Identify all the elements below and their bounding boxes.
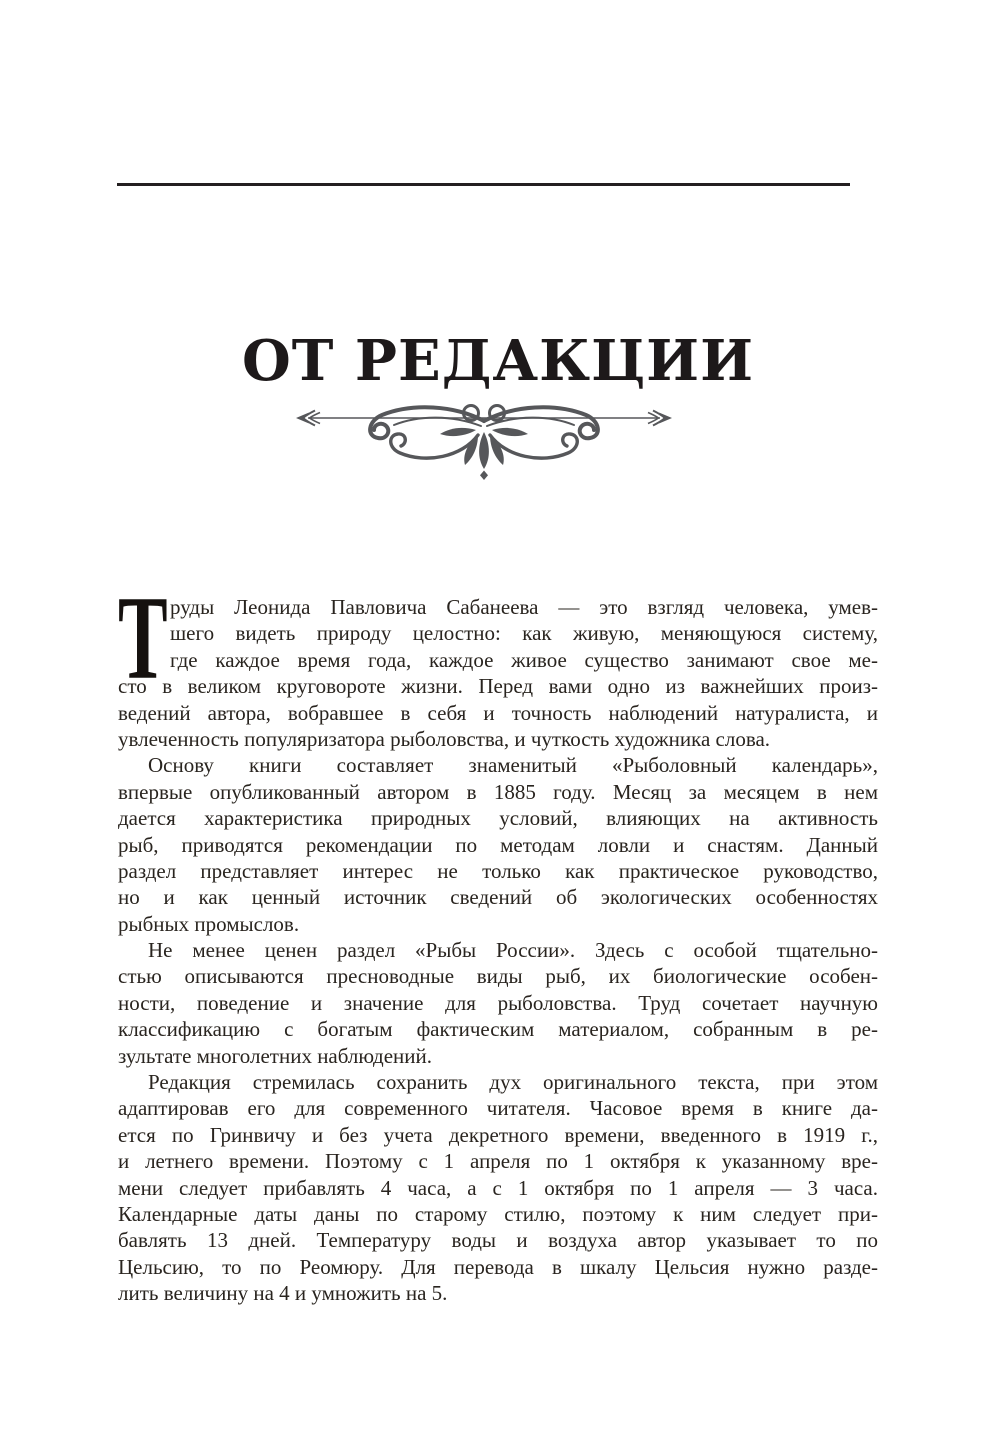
text-line: Основу книги составляет знаменитый «Рыболовный календарь», (148, 753, 878, 778)
text-line: ется по Гринвичу и без учета декретного времени, введенного в 1919 г., (118, 1122, 878, 1147)
text-line: лить величину на 4 и умножить на 5. (118, 1281, 448, 1306)
text-line: стью описываются пресноводные виды рыб, их биологические особен- (118, 964, 878, 989)
text-line: дается характеристика природных условий, влияющих на активность (118, 806, 878, 831)
text-line: зультате многолетних наблюдений. (118, 1043, 432, 1068)
drop-cap-letter: Т (118, 571, 168, 704)
text-line: мени следует прибавлять 4 часа, а с 1 октября по 1 апреля — 3 часа. (118, 1175, 878, 1200)
text-line: классификацию с богатым фактическим материалом, собранным в ре- (118, 1017, 878, 1042)
text-line: раздел представляет интерес не только как практическое руководство, (118, 858, 878, 883)
text-line: сто в великом круговороте жизни. Перед вами одно из важнейших произ- (118, 674, 878, 699)
text-line: Календарные даты даны по старому стилю, поэтому к ним следует при- (118, 1201, 878, 1226)
text-line: Не менее ценен раздел «Рыбы России». Здесь с особой тщательно- (148, 938, 878, 963)
drop-cap (118, 571, 168, 704)
text-line: руды Леонида Павловича Сабанеева — это взгляд человека, умев- (170, 595, 878, 619)
text-line: и летнего времени. Поэтому с 1 апреля по 1 октября к указанному вре- (118, 1149, 878, 1174)
text-line: адаптировав его для современного читателя. Часовое время в книге да- (118, 1096, 878, 1121)
text-line: бавлять 13 дней. Температуру воды и воздуха автор указывает то по (118, 1228, 878, 1253)
text-line: но и как ценный источник сведений об экологических особенностях (118, 885, 878, 910)
text-line: Редакция стремилась сохранить дух оригинального текста, при этом (148, 1070, 878, 1095)
text-line: впервые опубликованный автором в 1885 году. Месяц за месяцем в нем (118, 779, 878, 804)
text-line: рыб, приводятся рекомендации по методам ловли и снастям. Данный (118, 832, 878, 857)
text-line: увлеченность популяризатора рыболовства, и чуткость художника слова. (118, 726, 771, 751)
ornament-divider (118, 402, 878, 480)
text-line: ности, поведение и значение для рыболовства. Труд сочетает научную (118, 990, 878, 1015)
floral-flourish-icon (294, 402, 674, 480)
text-line: шего видеть природу целостно: как живую, меняющуюся систему, (170, 621, 878, 646)
top-rule (117, 183, 850, 186)
page-title: ОТ РЕДАКЦИИ (241, 328, 755, 394)
text-line: ведений автора, вобравшее в себя и точность наблюдений натуралиста, и (118, 700, 878, 725)
text-line: Цельсию, то по Реомюру. Для перевода в шкалу Цельсия нужно разде- (118, 1254, 878, 1279)
text-line: где каждое время года, каждое живое существо занимают свое ме- (170, 647, 878, 672)
text-line: рыбных промыслов. (118, 911, 300, 936)
body-text (118, 571, 878, 1307)
